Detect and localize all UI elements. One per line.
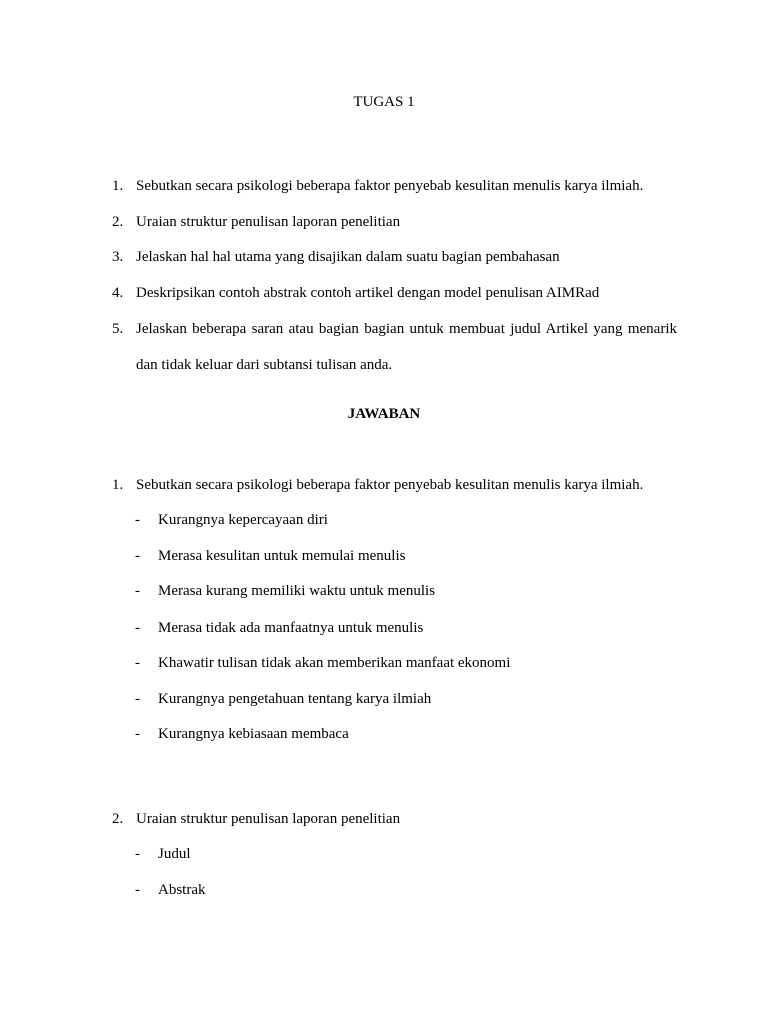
- question-number: 5.: [112, 321, 124, 337]
- question-text: Jelaskan beberapa saran atau bagian bagian untuk membuat judul Artikel yang menarik: [136, 321, 677, 337]
- bullet-dash: -: [135, 620, 140, 636]
- question-number: 2.: [112, 214, 124, 230]
- answers-heading: JAWABAN: [347, 406, 421, 422]
- list-item-text: Merasa kesulitan untuk memulai menulis: [158, 548, 406, 564]
- list-item-text: Kurangnya kebiasaan membaca: [158, 726, 349, 742]
- list-item-text: Kurangnya kepercayaan diri: [158, 512, 328, 528]
- bullet-dash: -: [135, 846, 140, 862]
- question-number: 4.: [112, 285, 124, 301]
- bullet-dash: -: [135, 548, 140, 564]
- list-item-text: Khawatir tulisan tidak akan memberikan manfaat ekonomi: [158, 655, 511, 671]
- bullet-dash: -: [135, 882, 140, 898]
- list-item-text: Merasa tidak ada manfaatnya untuk menulis: [158, 620, 424, 636]
- list-item-text: Merasa kurang memiliki waktu untuk menulis: [158, 583, 436, 599]
- list-item-text: Abstrak: [158, 882, 206, 898]
- answer-question-text: Sebutkan secara psikologi beberapa faktor penyebab kesulitan menulis karya ilmiah.: [136, 477, 644, 493]
- bullet-dash: -: [135, 691, 140, 707]
- question-text: Uraian struktur penulisan laporan penelitian: [136, 214, 401, 230]
- bullet-dash: -: [135, 512, 140, 528]
- question-number: 3.: [112, 249, 124, 265]
- answer-question-text: Uraian struktur penulisan laporan penelitian: [136, 811, 401, 827]
- bullet-dash: -: [135, 583, 140, 599]
- question-text: Sebutkan secara psikologi beberapa faktor penyebab kesulitan menulis karya ilmiah.: [136, 178, 644, 194]
- document-title: TUGAS 1: [353, 94, 415, 110]
- answer-number: 2.: [112, 811, 124, 827]
- list-item-text: Judul: [158, 846, 191, 862]
- bullet-dash: -: [135, 726, 140, 742]
- bullet-dash: -: [135, 655, 140, 671]
- question-text: dan tidak keluar dari subtansi tulisan anda.: [136, 357, 393, 373]
- list-item-text: Kurangnya pengetahuan tentang karya ilmiah: [158, 691, 432, 707]
- question-number: 1.: [112, 178, 124, 194]
- question-text: Jelaskan hal hal utama yang disajikan dalam suatu bagian pembahasan: [136, 249, 560, 265]
- answer-number: 1.: [112, 477, 124, 493]
- question-text: Deskripsikan contoh abstrak contoh artikel dengan model penulisan AIMRad: [136, 285, 600, 301]
